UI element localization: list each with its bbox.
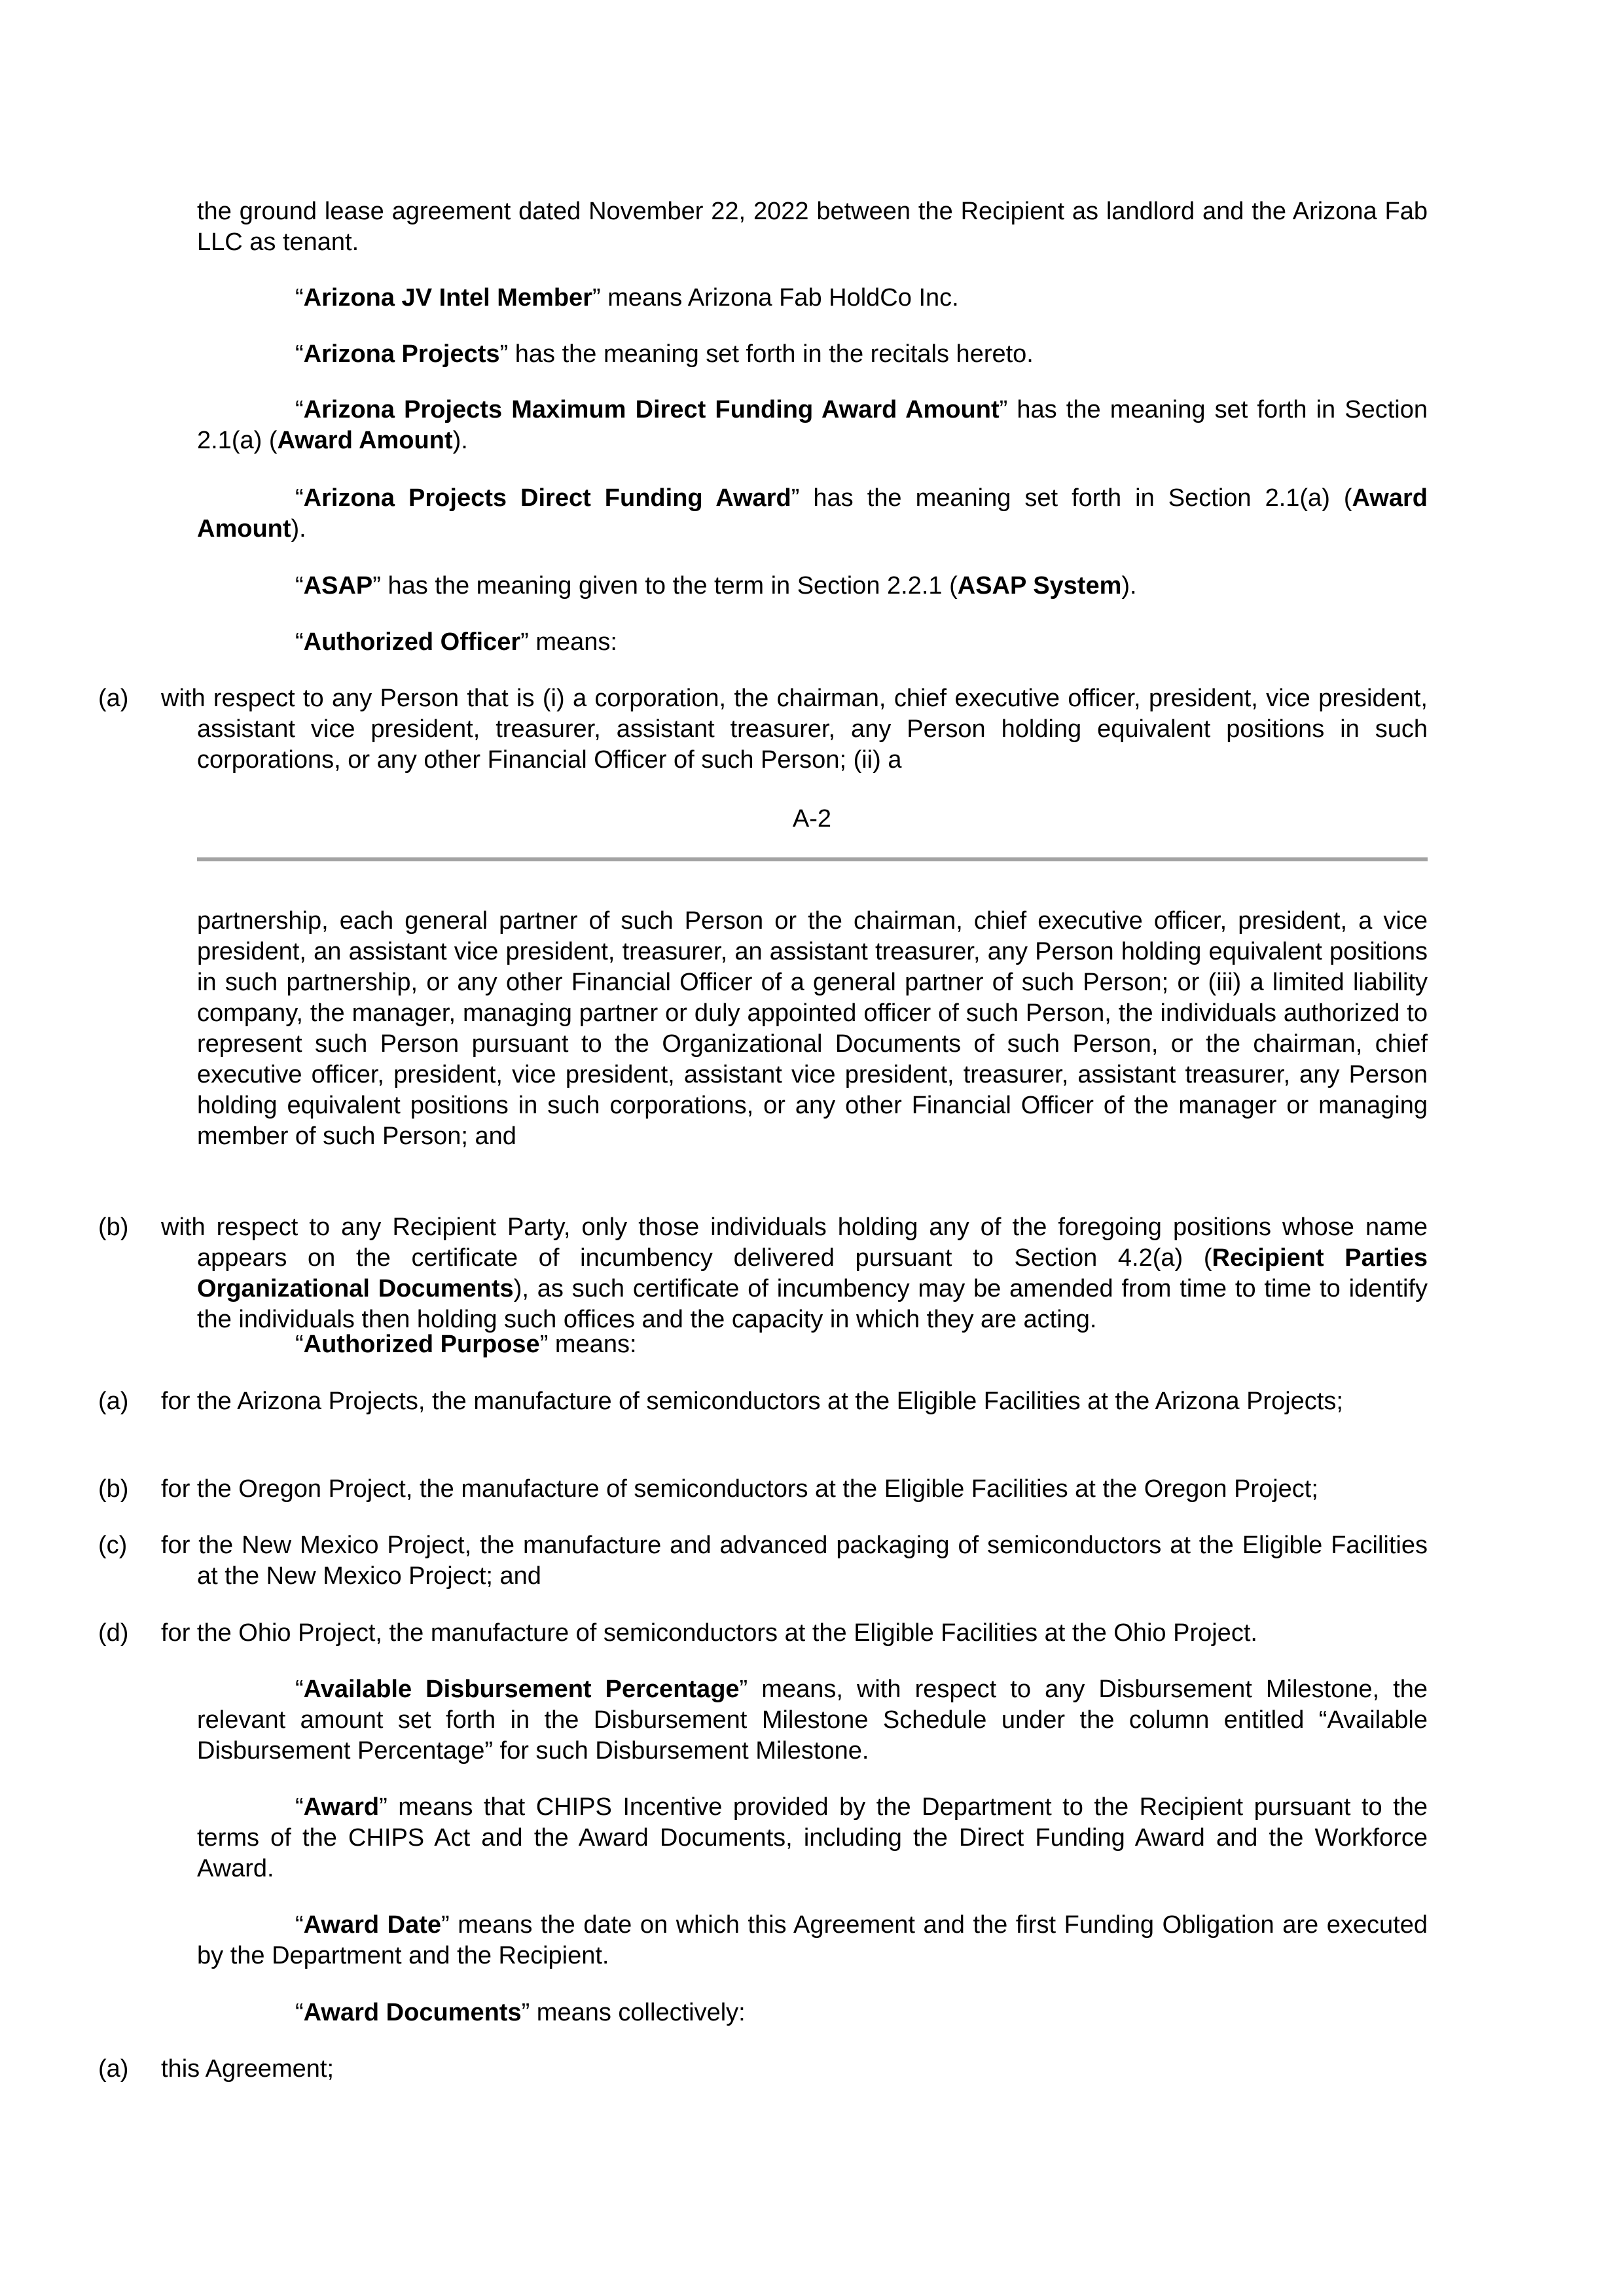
continued-paragraph: the ground lease agreement dated November 22, 2022 between the Recipient as landlord and the Arizona Fab LLC as tenant. <box>197 198 1428 256</box>
list-item <box>98 1474 1428 1505</box>
definition-award-documents: “Award Documents” means collectively: <box>295 1999 746 2026</box>
list-text: with respect to any Person that is (i) a corporation, the chairman, chief executive officer, president, vice president, assistant vice president, treasurer, assistant treasurer, any Person holding equivalent positions in such corporations, or any other Financial Officer of such Person; (ii) a <box>161 685 1428 774</box>
defined-term: Arizona Projects Maximum Direct Funding Award Amount <box>303 396 1000 423</box>
defined-term: Available Disbursement Percentage <box>303 1676 740 1703</box>
list-text: for the New Mexico Project, the manufacture and advanced packaging of semiconductors at the Eligible Facilities at the New Mexico Project; and <box>161 1532 1428 1590</box>
defined-term: Award <box>303 1793 380 1821</box>
list-item <box>98 683 1428 776</box>
list-label: (d) <box>98 1619 129 1647</box>
list-text: for the Arizona Projects, the manufacture of semiconductors at the Eligible Facilities at the Arizona Projects; <box>161 1388 1343 1415</box>
definition-award-date: “Award Date” means the date on which this Agreement and the first Funding Obligation are executed by the Department and the Recipient. <box>197 1911 1428 1969</box>
defined-term: Award Date <box>303 1911 442 1939</box>
list-label: (c) <box>98 1532 128 1559</box>
list-text: for the Oregon Project, the manufacture of semiconductors at the Eligible Facilities at the Oregon Project; <box>161 1475 1318 1503</box>
definition-arizona-projects-maximum: “Arizona Projects Maximum Direct Funding Award Amount” has the meaning set forth in Section 2.1(a) (Award Amount). <box>197 396 1428 454</box>
list-item <box>98 1386 1428 1417</box>
definition-award: “Award” means that CHIPS Incentive provided by the Department to the Recipient pursuant to the terms of the CHIPS Act and the Award Documents, including the Direct Funding Award and the Workforce Award. <box>197 1793 1428 1882</box>
defined-term: ASAP <box>303 572 373 600</box>
definition-authorized-purpose: “Authorized Purpose” means: <box>295 1331 637 1358</box>
definition-available-disbursement-percentage: “Available Disbursement Percentage” means, with respect to any Disbursement Milestone, the relevant amount set forth in the Disbursement Milestone Schedule under the column entitled “Available Disbursement Percentage” for such Disbursement Milestone. <box>197 1676 1428 1765</box>
list-item <box>98 1212 1428 1335</box>
section-reference: Award Amount <box>277 427 453 454</box>
defined-term: Authorized Purpose <box>303 1331 540 1358</box>
list-text: this Agreement; <box>161 2055 334 2083</box>
definition-arizona-projects-direct-funding: “Arizona Projects Direct Funding Award” has the meaning set forth in Section 2.1(a) (Award Amount). <box>197 484 1428 543</box>
defined-term: Award Documents <box>303 1999 522 2026</box>
defined-term: Arizona Projects Direct Funding Award <box>303 484 791 512</box>
definition-arizona-jv-intel-member: “Arizona JV Intel Member” means Arizona Fab HoldCo Inc. <box>295 284 959 312</box>
page-divider <box>197 857 1428 861</box>
continued-paragraph: partnership, each general partner of such Person or the chairman, chief executive officer, president, a vice president, an assistant vice president, treasurer, an assistant treasurer, any Person holding equivalent positions in such partnership, or any other Financial Officer of a general partner of such Person; or (iii) a limited liability company, the manager, managing partner or duly appointed officer of such Person, the individuals authorized to represent such Person pursuant to the Organizational Documents of such Person, or the chairman, chief executive officer, president, vice president, assistant vice president, treasurer, assistant treasurer, any Person holding equivalent positions in such corporations, or any other Financial Officer of the manager or managing member of such Person; and <box>197 907 1428 1150</box>
list-label: (a) <box>98 685 129 712</box>
list-text: for the Ohio Project, the manufacture of semiconductors at the Eligible Facilities at the Ohio Project. <box>161 1619 1257 1647</box>
section-reference: ASAP System <box>957 572 1122 600</box>
list-item <box>98 1618 1428 1649</box>
page-number: A-2 <box>792 805 832 833</box>
defined-term: Arizona JV Intel Member <box>303 284 592 312</box>
definition-arizona-projects: “Arizona Projects” has the meaning set forth in the recitals hereto. <box>295 340 1034 368</box>
list-text: with respect to any Recipient Party, only those individuals holding any of the foregoing positions whose name appears on the certificate of incumbency delivered pursuant to Section 4.2(a) (Recipient Parties Organizational Documents), as such certificate of incumbency may be amended from time to time to identify the individuals then holding such offices and the capacity in which they are acting. <box>161 1213 1428 1333</box>
section-reference: Recipient Parties Organizational Documents <box>197 1244 1428 1302</box>
section-reference: Award Amount <box>197 484 1428 543</box>
defined-term: Arizona Projects <box>303 340 500 368</box>
list-item <box>98 2054 1428 2085</box>
list-label: (b) <box>98 1213 129 1241</box>
defined-term: Authorized Officer <box>303 628 521 656</box>
definition-authorized-officer: “Authorized Officer” means: <box>295 628 617 656</box>
list-label: (a) <box>98 1388 129 1415</box>
definition-asap: “ASAP” has the meaning given to the term in Section 2.2.1 (ASAP System). <box>295 572 1137 600</box>
list-label: (a) <box>98 2055 129 2083</box>
list-item <box>98 1530 1428 1592</box>
list-label: (b) <box>98 1475 129 1503</box>
